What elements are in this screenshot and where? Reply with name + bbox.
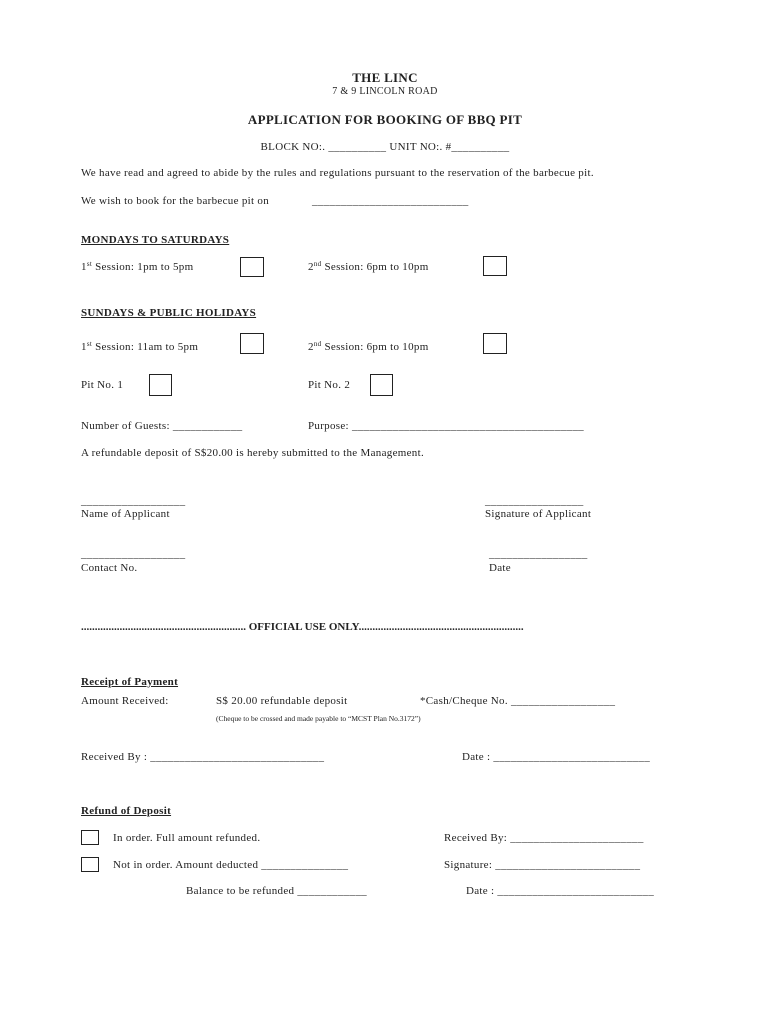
weekend-heading: SUNDAYS & PUBLIC HOLIDAYS: [81, 307, 257, 319]
weekend-session2-checkbox[interactable]: [483, 333, 507, 354]
pit2-checkbox[interactable]: [370, 374, 393, 396]
weekend-session1-label: 1st Session: 11am to 5pm: [81, 340, 199, 353]
applicant-name-label: Name of Applicant: [81, 508, 170, 520]
guests-field[interactable]: Number of Guests: ____________: [81, 420, 243, 432]
refund-heading: Refund of Deposit: [81, 805, 172, 817]
applicant-signature-field[interactable]: _________________: [485, 495, 584, 507]
booking-date-field[interactable]: ___________________________: [312, 195, 469, 207]
applicant-name-field[interactable]: __________________: [81, 495, 186, 507]
cheque-note: (Cheque to be crossed and made payable to “MCST Plan No.3172”): [216, 714, 421, 723]
address: 7 & 9 LINCOLN ROAD: [332, 86, 438, 97]
receipt-date-field[interactable]: Date : ___________________________: [462, 751, 651, 763]
balance-refund-field[interactable]: Balance to be refunded ____________: [186, 885, 367, 897]
weekend-session1-checkbox[interactable]: [240, 333, 264, 354]
block-unit-field[interactable]: BLOCK NO:. __________ UNIT NO:. #__________: [260, 141, 510, 153]
booking-date-label: We wish to book for the barbecue pit on: [81, 195, 269, 207]
pit1-checkbox[interactable]: [149, 374, 172, 396]
purpose-field[interactable]: Purpose: ________________________________________: [308, 420, 584, 432]
weekday-heading: MONDAYS TO SATURDAYS: [81, 234, 230, 246]
applicant-date-label: Date: [489, 562, 511, 574]
weekday-session2-label: 2nd Session: 6pm to 10pm: [308, 260, 429, 273]
cheque-number-field[interactable]: *Cash/Cheque No. __________________: [420, 695, 616, 707]
not-in-order-checkbox[interactable]: [81, 857, 99, 872]
weekday-session1-checkbox[interactable]: [240, 257, 264, 277]
contact-label: Contact No.: [81, 562, 138, 574]
official-use-divider: ............................................................ OFFICIAL USE ONLY............................................................: [81, 621, 524, 633]
weekday-session2-checkbox[interactable]: [483, 256, 507, 276]
weekday-session1-label: 1st Session: 1pm to 5pm: [81, 260, 194, 273]
deposit-note: A refundable deposit of S$20.00 is hereby submitted to the Management.: [81, 447, 424, 459]
org-name: THE LINC: [352, 70, 418, 85]
form-title: APPLICATION FOR BOOKING OF BBQ PIT: [247, 112, 523, 127]
refund-received-by-field[interactable]: Received By: _______________________: [444, 832, 644, 844]
weekend-session2-label: 2nd Session: 6pm to 10pm: [308, 340, 429, 353]
refund-signature-field[interactable]: Signature: _________________________: [444, 859, 641, 871]
received-by-field[interactable]: Received By : ______________________________: [81, 751, 325, 763]
applicant-date-field[interactable]: _________________: [489, 548, 588, 560]
amount-received-value: S$ 20.00 refundable deposit: [216, 695, 348, 707]
not-in-order-field[interactable]: Not in order. Amount deducted _______________: [113, 859, 349, 871]
pit2-label: Pit No. 2: [308, 379, 351, 391]
agreement-text: We have read and agreed to abide by the rules and regulations pursuant to the reservation of the barbecue pit.: [81, 167, 594, 179]
in-order-checkbox[interactable]: [81, 830, 99, 845]
receipt-heading: Receipt of Payment: [81, 676, 179, 688]
contact-field[interactable]: __________________: [81, 548, 186, 560]
amount-received-label: Amount Received:: [81, 695, 169, 707]
applicant-signature-label: Signature of Applicant: [485, 508, 592, 520]
refund-date-field[interactable]: Date : ___________________________: [466, 885, 655, 897]
in-order-label: In order. Full amount refunded.: [113, 832, 261, 844]
pit1-label: Pit No. 1: [81, 379, 124, 391]
